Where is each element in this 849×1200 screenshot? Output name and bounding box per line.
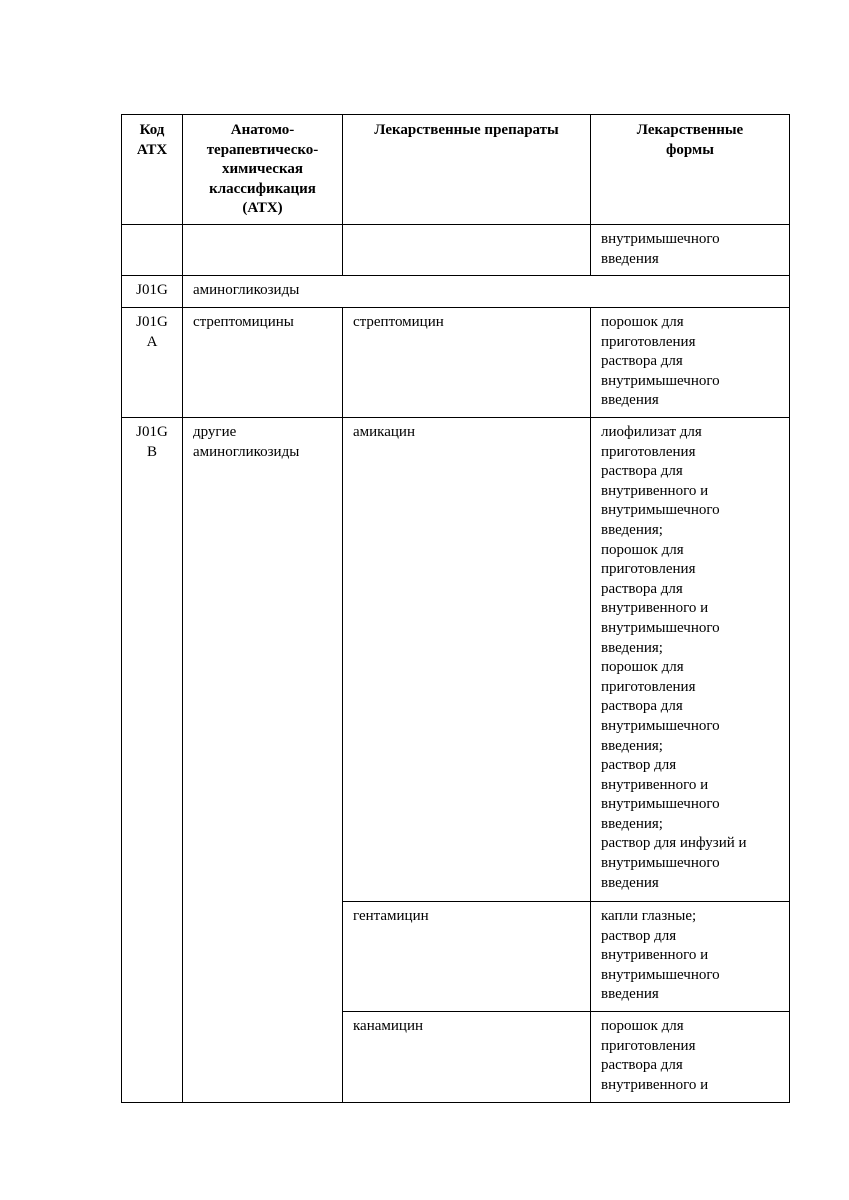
drug-cell — [343, 418, 591, 902]
cell-text-line: порошок для — [601, 1018, 684, 1034]
cell-text-line: Лекарственные — [636, 122, 744, 138]
drug-cell — [343, 902, 591, 1012]
cell-text-line: стрептомицины — [193, 314, 294, 330]
forms-cell — [591, 1012, 790, 1103]
cell-text-line: классификация — [209, 180, 316, 197]
cell-text-line: введения; — [601, 737, 663, 754]
cell-text-line: стрептомицин — [353, 314, 444, 330]
cell-text-line: раствора для — [601, 463, 683, 480]
cell-text-line: другие — [193, 424, 237, 440]
cell-text-line: раствор для инфузий и — [601, 835, 747, 852]
table-row — [122, 418, 790, 902]
header-code — [122, 115, 183, 225]
cell-text-line: приготовления — [601, 333, 696, 350]
cell-text-line: АТХ — [136, 141, 168, 158]
cell-text-line: внутримышечного — [601, 796, 720, 813]
cell-text-line: аминогликозиды — [193, 443, 300, 460]
cell-text-line: химическая — [222, 161, 303, 178]
cell-text-line: Лекарственные препараты — [374, 122, 559, 138]
cell-text-line: J01G — [136, 424, 168, 440]
cell-text-line: порошок для — [601, 541, 684, 558]
forms-cell — [591, 308, 790, 418]
drug-cell — [343, 308, 591, 418]
cell-text-line: приготовления — [601, 561, 696, 578]
cell-text-line: приготовления — [601, 1037, 696, 1054]
cell-text-line: внутримышечного — [601, 966, 720, 983]
cell-text-line: A — [146, 333, 158, 350]
cell-text-line: порошок для — [601, 659, 684, 676]
group-cell — [183, 276, 790, 308]
cell-text-line: введения; — [601, 521, 663, 538]
cell-text-line: Анатомо- — [230, 122, 295, 138]
cell-text-line: внутривенного и — [601, 947, 709, 964]
cell-text-line: B — [146, 443, 157, 460]
code-cell — [122, 418, 183, 1103]
cell-text-line: лиофилизат для — [601, 424, 702, 440]
cell-text-line: раствора для — [601, 698, 683, 715]
cell-text-line: введения — [601, 986, 659, 1003]
cell-text-line: введения — [601, 392, 659, 409]
cell-text-line: приготовления — [601, 443, 696, 460]
code-cell — [122, 276, 183, 308]
cell-text-line: (АТХ) — [242, 200, 283, 217]
cell-text-line: раствора для — [601, 580, 683, 597]
classification-cell — [183, 225, 343, 276]
cell-text-line: введения — [601, 250, 659, 267]
atx-drug-table — [121, 114, 790, 1103]
cell-text-line: канамицин — [353, 1018, 424, 1034]
cell-text-line: внутривенного и — [601, 776, 709, 793]
cell-text-line: внутримышечного — [601, 619, 720, 636]
cell-text-line: внутримышечного — [601, 717, 720, 734]
header-classification — [183, 115, 343, 225]
code-cell — [122, 308, 183, 418]
cell-text-line: введения — [601, 874, 659, 891]
cell-text-line: раствор для — [601, 757, 677, 774]
table-row — [122, 276, 790, 308]
cell-text-line: амикацин — [353, 424, 415, 440]
forms-cell — [591, 225, 790, 276]
classification-cell — [183, 308, 343, 418]
cell-text-line: раствор для — [601, 927, 677, 944]
cell-text-line: внутривенного и — [601, 600, 709, 617]
forms-cell — [591, 902, 790, 1012]
cell-text-line: раствора для — [601, 1057, 683, 1074]
cell-text-line: внутривенного и — [601, 482, 709, 499]
cell-text-line: внутримышечного — [601, 855, 720, 872]
cell-text-line: внутримышечного — [601, 372, 720, 389]
cell-text-line: капли глазные; — [601, 908, 697, 924]
cell-text-line: раствора для — [601, 353, 683, 370]
cell-text-line: аминогликозиды — [193, 282, 300, 298]
header-forms — [591, 115, 790, 225]
cell-text-line: порошок для — [601, 314, 684, 330]
code-cell — [122, 225, 183, 276]
table-row — [122, 308, 790, 418]
cell-text-line: внутримышечного — [601, 502, 720, 519]
cell-text-line: терапевтическо- — [206, 141, 319, 158]
classification-cell — [183, 418, 343, 1103]
cell-text-line: внутримышечного — [601, 231, 720, 247]
cell-text-line: J01G — [136, 314, 168, 330]
cell-text-line: J01G — [136, 282, 168, 298]
cell-text-line: введения; — [601, 815, 663, 832]
table-header-row — [122, 115, 790, 225]
cell-text-line: приготовления — [601, 678, 696, 695]
cell-text-line: внутривенного и — [601, 1076, 709, 1093]
header-drugs — [343, 115, 591, 225]
table-row — [122, 225, 790, 276]
cell-text-line: Код — [139, 122, 165, 138]
cell-text-line: гентамицин — [353, 908, 429, 924]
forms-cell — [591, 418, 790, 902]
cell-text-line: формы — [666, 141, 714, 158]
drug-cell — [343, 1012, 591, 1103]
cell-text-line: введения; — [601, 639, 663, 656]
drug-cell — [343, 225, 591, 276]
